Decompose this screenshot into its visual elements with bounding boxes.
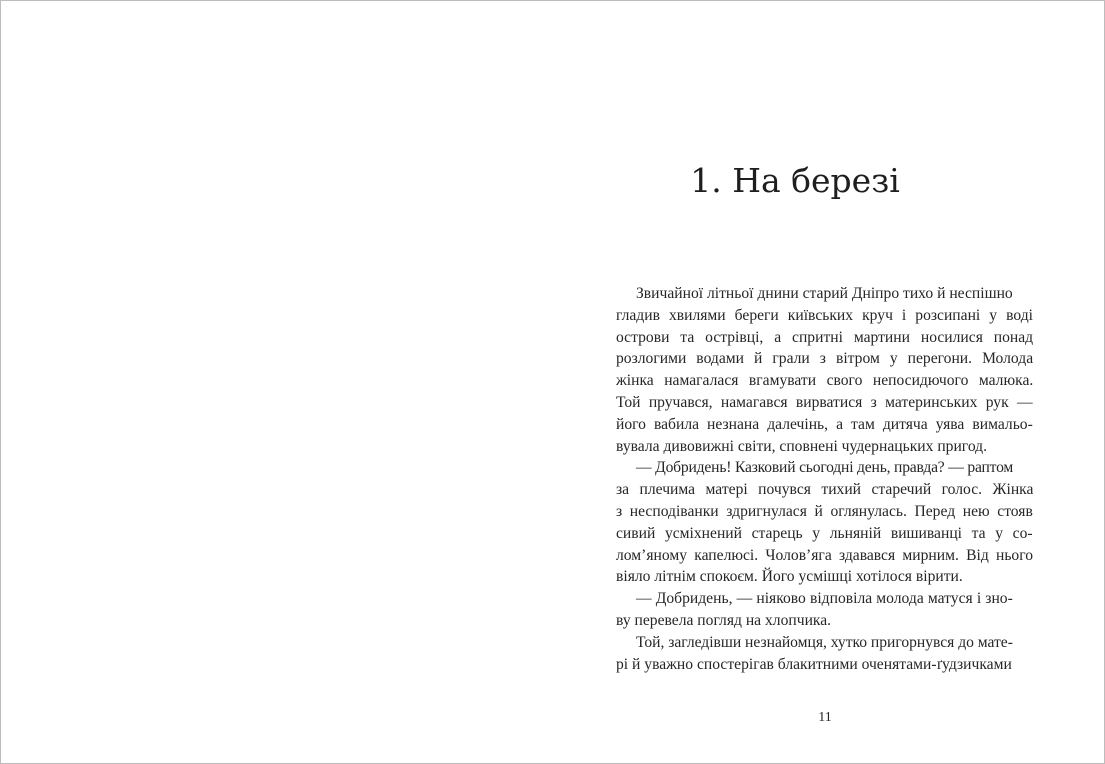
paragraph	[616, 457, 1033, 588]
text-line: гладив хвилями береги київських круч і розсипані у воді	[616, 306, 1033, 324]
chapter-body-text	[616, 283, 1033, 675]
text-line: жінка намагалася вгамувати свого непосидючого малюка.	[616, 372, 1033, 390]
text-line: розлогими водами й грали з вітром у перегони. Молода	[616, 350, 1033, 368]
paragraph	[616, 632, 1033, 676]
text-line: віяло літнім спокоєм. Його усмішці хотілося вірити.	[616, 568, 963, 586]
text-line: вувала дивовижні світи, сповнені чудернацьких пригод.	[616, 437, 987, 455]
text-line: лом’яному капелюсі. Чолов’яга здавався мирним. Від нього	[616, 546, 1033, 564]
text-line: рі й уважно спостерігав блакитними оченятами-ґудзичками	[616, 655, 1012, 673]
text-line: острови та острівці, а спритні мартини носилися понад	[616, 328, 1033, 346]
text-line: Звичайної літньої днини старий Дніпро тихо й неспішно	[636, 285, 1013, 302]
paragraph-list	[616, 283, 1033, 675]
right-page	[553, 1, 1104, 763]
text-line: сивий усміхнений старець у льняній вишиванці та у со-	[616, 524, 1033, 542]
left-page-blank	[1, 1, 553, 763]
text-line: за плечима матері почувся тихий старечий голос. Жінка	[616, 481, 1033, 499]
text-line: — Добридень! Казковий сьогодні день, правда? — раптом	[636, 459, 1014, 477]
text-line: з несподіванки здригнулася й оглянулась. Перед нею стояв	[616, 502, 1033, 520]
text-line: Той, загледівши незнайомця, хутко пригорнувся до мате-	[636, 633, 1013, 651]
text-line: його вабила незнана далечінь, а там дитяча уява вимальо-	[616, 415, 1033, 433]
text-line: — Добридень, — ніяково відповіла молода матуся і зно-	[636, 590, 1013, 608]
page-number: 11	[818, 710, 832, 725]
paragraph	[616, 588, 1033, 632]
text-line: ву перевела погляд на хлопчика.	[616, 611, 832, 629]
text-line: Той пручався, намагався вирватися з материнських рук —	[616, 393, 1033, 411]
paragraph	[616, 283, 1033, 457]
chapter-title: 1. На березі	[690, 161, 900, 200]
